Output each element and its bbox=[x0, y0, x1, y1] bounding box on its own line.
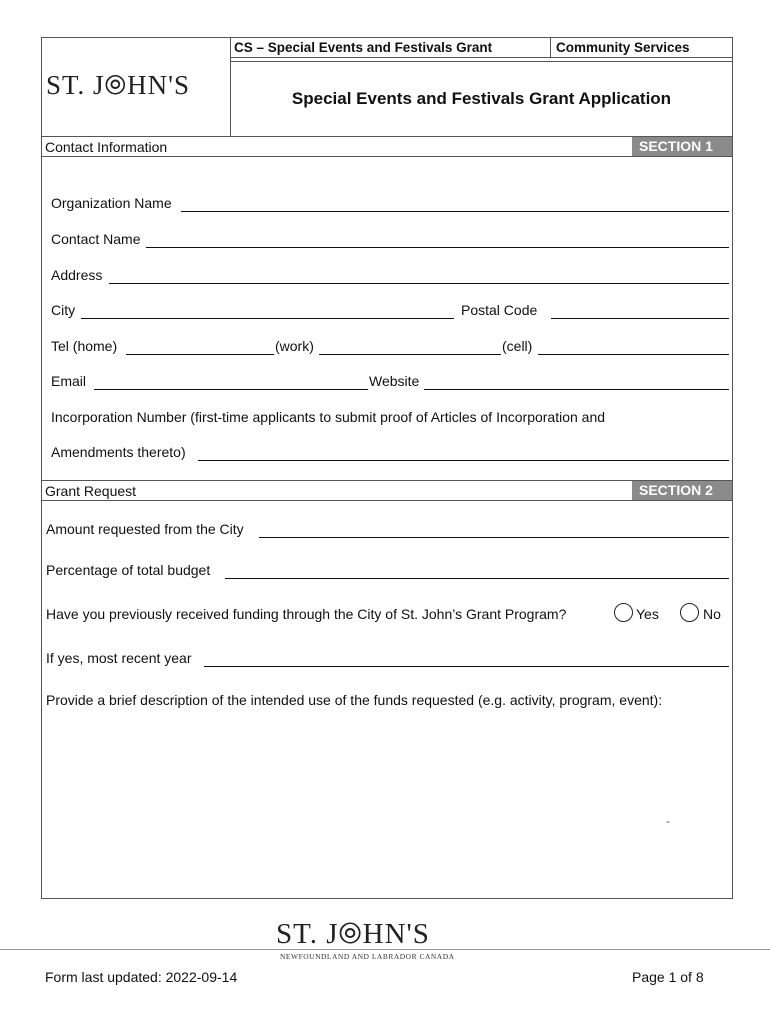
tel-cell-label: (cell) bbox=[502, 338, 533, 354]
email-label: Email bbox=[51, 373, 87, 389]
description-row bbox=[46, 692, 729, 712]
tel-home-label: Tel (home) bbox=[51, 338, 118, 354]
program-name: CS – Special Events and Festivals Grant bbox=[231, 38, 551, 57]
percentage-label: Percentage of total budget bbox=[46, 562, 211, 578]
description-label: Provide a brief description of the intended use of the funds requested (e.g. activity, program, event): bbox=[46, 692, 663, 708]
city-field[interactable] bbox=[81, 318, 454, 319]
city-logo: ST. J⦾HN'S bbox=[46, 70, 190, 100]
amendments-row bbox=[51, 444, 729, 464]
amendments-label: Amendments thereto) bbox=[51, 444, 186, 460]
yes-label: Yes bbox=[636, 606, 659, 622]
section-2-label: Grant Request bbox=[45, 483, 137, 499]
incorporation-label: Incorporation Number (first-time applicants to submit proof of Articles of Incorporation and bbox=[51, 409, 606, 425]
header-logo-cell bbox=[42, 38, 231, 136]
yes-radio[interactable] bbox=[614, 603, 633, 622]
no-label: No bbox=[703, 606, 721, 622]
footer-logo: ST. J⦾HN'S bbox=[276, 918, 430, 950]
form-title: Special Events and Festivals Grant Application bbox=[291, 89, 672, 108]
form-updated-date: Form last updated: 2022-09-14 bbox=[45, 969, 238, 985]
no-radio[interactable] bbox=[680, 603, 699, 622]
footer-divider bbox=[0, 949, 770, 950]
email-field[interactable] bbox=[94, 389, 368, 390]
percentage-field[interactable] bbox=[225, 578, 729, 579]
stray-mark: - bbox=[666, 814, 670, 828]
organization-name-row bbox=[51, 195, 729, 215]
section-2-bar bbox=[42, 480, 732, 501]
department-name: Community Services bbox=[556, 40, 690, 55]
footer-logo-tagline: NEWFOUNDLAND AND LABRADOR CANADA bbox=[280, 952, 455, 961]
incorporation-number-field[interactable] bbox=[198, 460, 729, 461]
email-website-row bbox=[51, 373, 729, 393]
website-label: Website bbox=[369, 373, 420, 389]
contact-name-row bbox=[51, 231, 729, 251]
section-1-bar bbox=[42, 136, 732, 157]
tel-work-label: (work) bbox=[275, 338, 314, 354]
grant-application-form bbox=[41, 37, 733, 899]
organization-name-field[interactable] bbox=[181, 211, 729, 212]
postal-code-field[interactable] bbox=[551, 318, 729, 319]
incorporation-row bbox=[51, 409, 729, 429]
tel-cell-field[interactable] bbox=[538, 354, 729, 355]
contact-name-label: Contact Name bbox=[51, 231, 141, 247]
tel-home-field[interactable] bbox=[126, 354, 274, 355]
recent-year-field[interactable] bbox=[204, 666, 729, 667]
telephone-row bbox=[51, 338, 729, 358]
postal-code-label: Postal Code bbox=[461, 302, 538, 318]
website-field[interactable] bbox=[424, 389, 729, 390]
recent-year-label: If yes, most recent year bbox=[46, 650, 192, 666]
organization-name-label: Organization Name bbox=[51, 195, 172, 211]
amount-label: Amount requested from the City bbox=[46, 521, 244, 537]
form-header bbox=[42, 38, 732, 136]
address-row bbox=[51, 267, 729, 287]
page-number: Page 1 of 8 bbox=[632, 969, 704, 985]
amount-field[interactable] bbox=[259, 537, 729, 538]
percentage-row bbox=[46, 562, 729, 582]
contact-name-field[interactable] bbox=[146, 247, 729, 248]
amount-row bbox=[46, 521, 729, 541]
recent-year-row bbox=[46, 650, 729, 670]
city-postal-row bbox=[51, 302, 729, 322]
previous-funding-row bbox=[46, 606, 729, 626]
address-field[interactable] bbox=[109, 283, 729, 284]
city-label: City bbox=[51, 302, 76, 318]
header-top-row bbox=[231, 38, 732, 58]
section-1-label: Contact Information bbox=[45, 139, 168, 155]
address-label: Address bbox=[51, 267, 103, 283]
tel-work-field[interactable] bbox=[319, 354, 501, 355]
section-1-tag: SECTION 1 bbox=[632, 137, 732, 156]
section-2-tag: SECTION 2 bbox=[632, 481, 732, 500]
previous-funding-question: Have you previously received funding through the City of St. John’s Grant Program? bbox=[46, 606, 567, 622]
